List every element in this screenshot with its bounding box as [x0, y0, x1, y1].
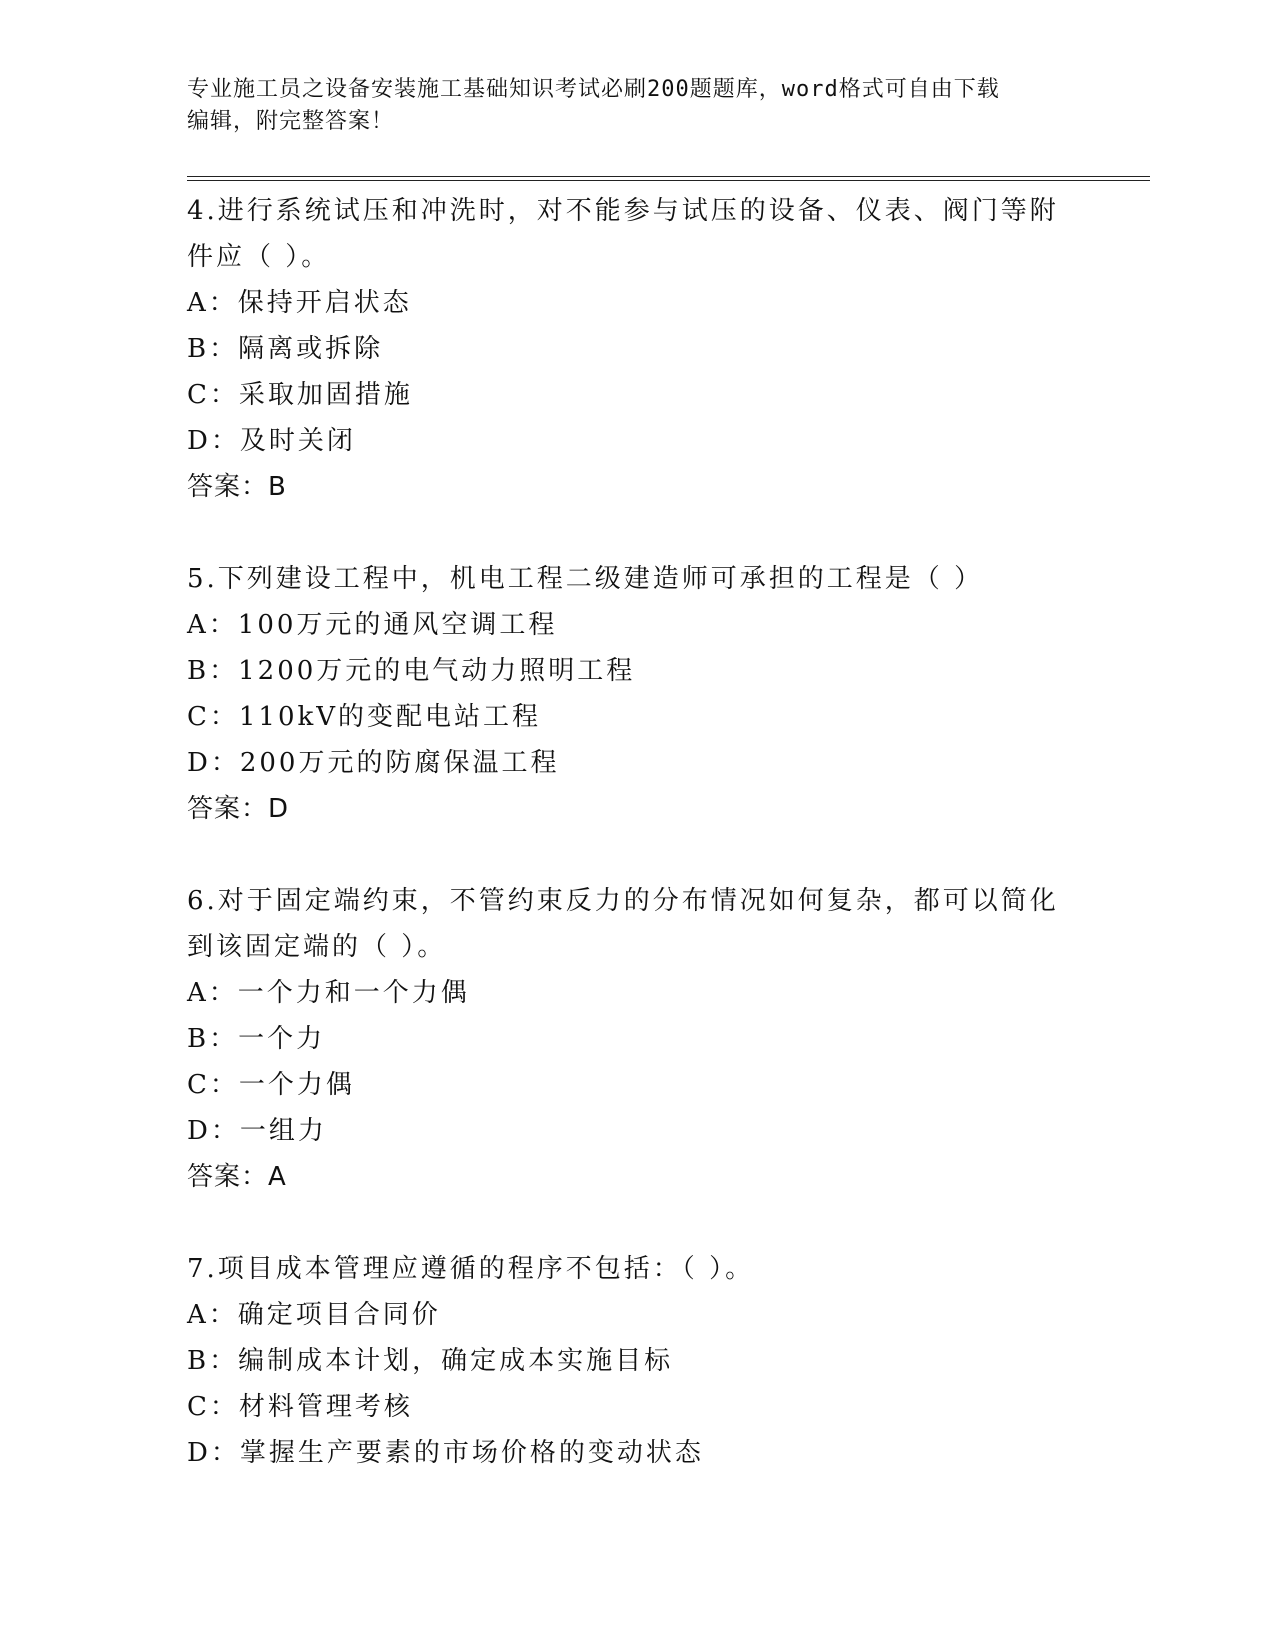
- question-stem: 6.对于固定端约束，不管约束反力的分布情况如何复杂，都可以简化: [187, 886, 1059, 916]
- spacer: [187, 832, 1087, 878]
- option-c: C：采取加固措施: [187, 380, 413, 410]
- option-b: B：1200万元的电气动力照明工程: [187, 656, 636, 686]
- header-line-2: 编辑，附完整答案！: [187, 109, 395, 134]
- header-divider-top: [187, 176, 1150, 177]
- header-line-1: 专业施工员之设备安装施工基础知识考试必刷200题题库，word格式可自由下载: [187, 77, 1000, 102]
- question-list: [187, 188, 1087, 1476]
- option-c: C：110kV的变配电站工程: [187, 702, 542, 732]
- document-header: [187, 74, 1087, 138]
- spacer: [187, 510, 1087, 556]
- option-c: C：材料管理考核: [187, 1392, 413, 1422]
- question-4: [187, 188, 1087, 510]
- question-6: [187, 878, 1087, 1200]
- header-divider-bottom: [187, 180, 1150, 181]
- option-d: D：及时关闭: [187, 426, 356, 456]
- question-stem-continued: 到该固定端的（ ）。: [187, 932, 447, 962]
- question-stem: 5.下列建设工程中，机电工程二级建造师可承担的工程是（ ）: [187, 564, 984, 594]
- option-a: A：保持开启状态: [187, 288, 412, 318]
- option-a: A：一个力和一个力偶: [187, 978, 470, 1008]
- question-stem: 7.项目成本管理应遵循的程序不包括：（ ）。: [187, 1254, 755, 1284]
- option-b: B：编制成本计划，确定成本实施目标: [187, 1346, 674, 1376]
- option-a: A：确定项目合同价: [187, 1300, 441, 1330]
- option-b: B：一个力: [187, 1024, 326, 1054]
- option-b: B：隔离或拆除: [187, 334, 384, 364]
- option-d: D：200万元的防腐保温工程: [187, 748, 560, 778]
- answer: 答案：D: [187, 794, 290, 824]
- option-a: A：100万元的通风空调工程: [187, 610, 558, 640]
- option-c: C：一个力偶: [187, 1070, 355, 1100]
- question-5: [187, 556, 1087, 832]
- option-d: D：掌握生产要素的市场价格的变动状态: [187, 1438, 704, 1468]
- question-7: [187, 1246, 1087, 1476]
- answer: 答案：B: [187, 472, 287, 502]
- question-stem-continued: 件应（ ）。: [187, 242, 331, 272]
- answer: 答案：A: [187, 1162, 287, 1192]
- spacer: [187, 1200, 1087, 1246]
- option-d: D：一组力: [187, 1116, 327, 1146]
- question-stem: 4.进行系统试压和冲洗时，对不能参与试压的设备、仪表、阀门等附: [187, 196, 1059, 226]
